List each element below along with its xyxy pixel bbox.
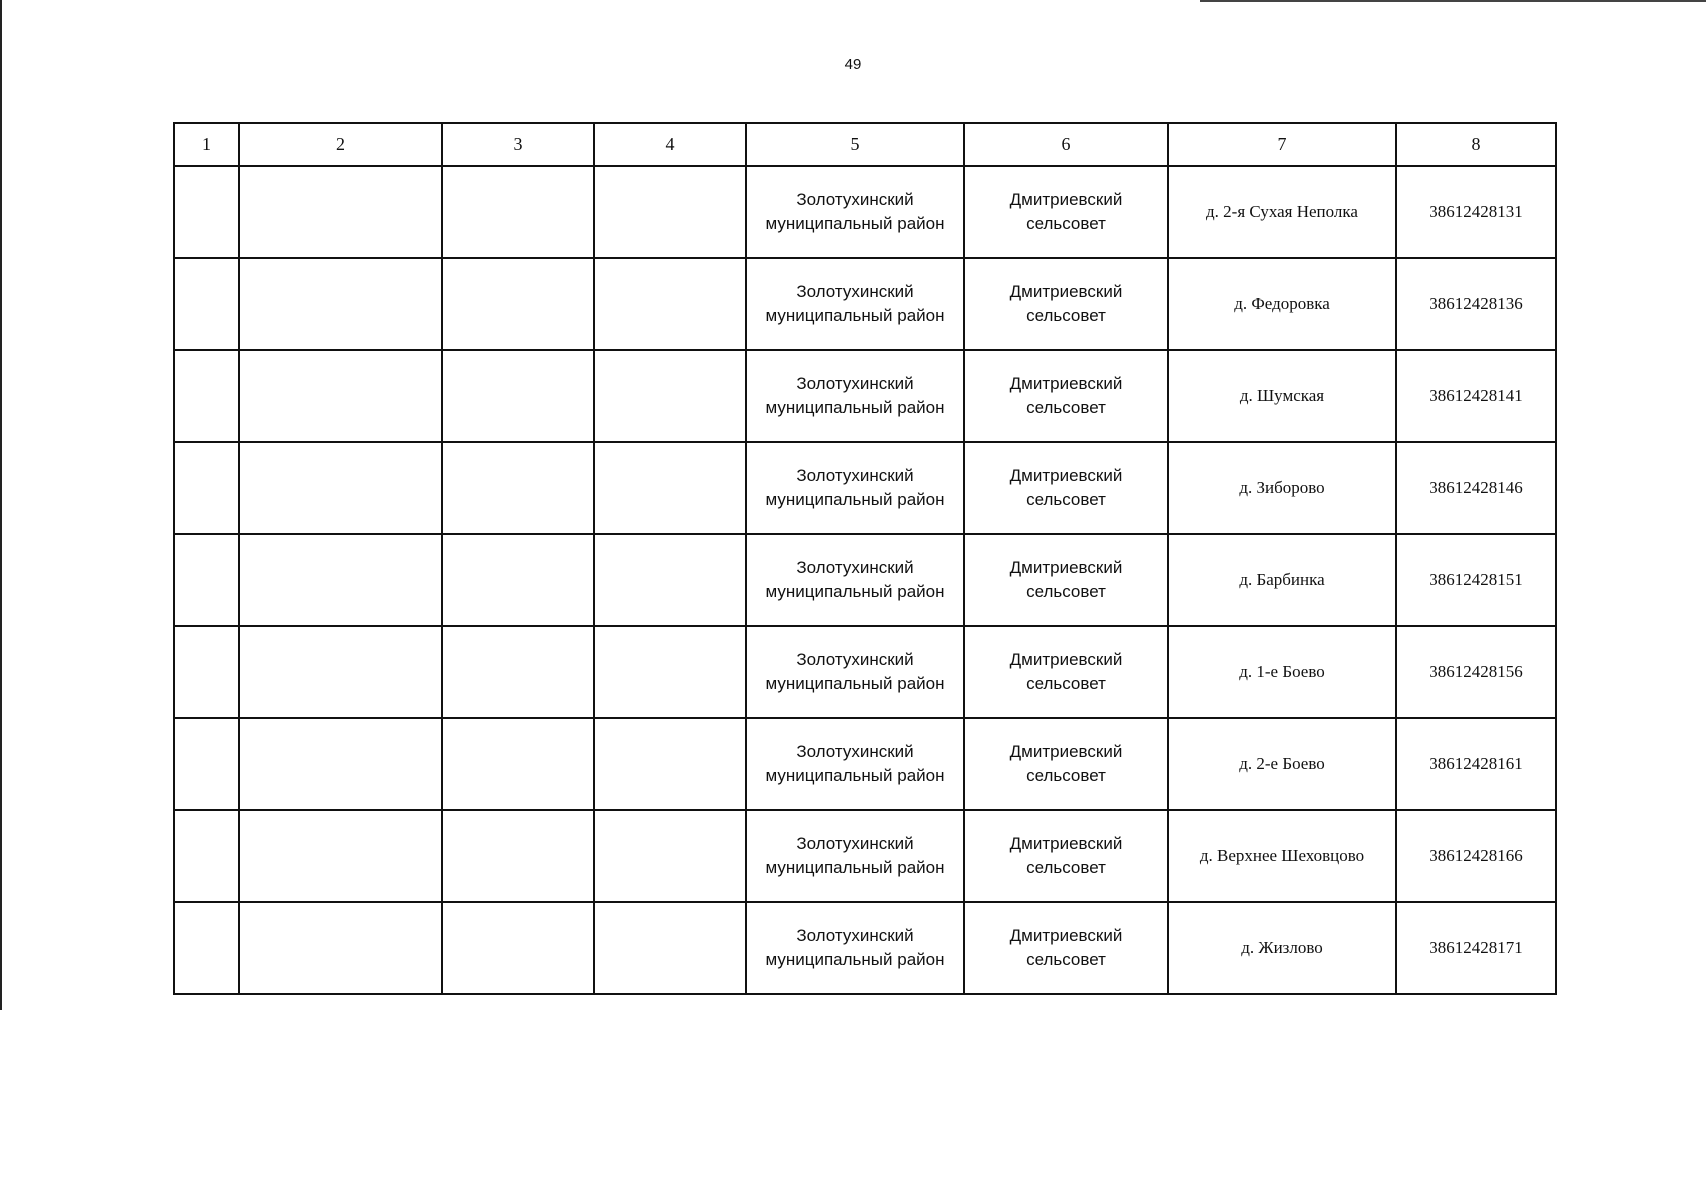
cell-district: Золотухинский муниципальный район	[746, 166, 964, 258]
cell-settlement: д. 2-я Сухая Неполка	[1168, 166, 1396, 258]
cell-code: 38612428146	[1396, 442, 1556, 534]
cell-col4	[594, 902, 746, 994]
page-number: 49	[844, 56, 862, 73]
cell-code: 38612428156	[1396, 626, 1556, 718]
column-header-4: 4	[594, 123, 746, 166]
scan-edge-top	[1200, 0, 1706, 2]
cell-col3	[442, 626, 594, 718]
cell-council: Дмитриевский сельсовет	[964, 902, 1168, 994]
cell-col4	[594, 258, 746, 350]
cell-col3	[442, 810, 594, 902]
cell-col1	[174, 902, 239, 994]
cell-district: Золотухинский муниципальный район	[746, 350, 964, 442]
cell-code: 38612428166	[1396, 810, 1556, 902]
column-header-2: 2	[239, 123, 442, 166]
table-row	[174, 534, 1556, 626]
cell-col1	[174, 718, 239, 810]
cell-district: Золотухинский муниципальный район	[746, 534, 964, 626]
cell-col2	[239, 810, 442, 902]
cell-col1	[174, 534, 239, 626]
cell-col2	[239, 350, 442, 442]
column-header-8: 8	[1396, 123, 1556, 166]
cell-district: Золотухинский муниципальный район	[746, 258, 964, 350]
cell-settlement: д. Жизлово	[1168, 902, 1396, 994]
table-row	[174, 626, 1556, 718]
cell-col4	[594, 166, 746, 258]
cell-col4	[594, 534, 746, 626]
cell-col2	[239, 626, 442, 718]
cell-council: Дмитриевский сельсовет	[964, 718, 1168, 810]
scan-edge-left	[0, 0, 2, 1010]
cell-col2	[239, 718, 442, 810]
cell-settlement: д. 1-е Боево	[1168, 626, 1396, 718]
cell-col2	[239, 902, 442, 994]
table-row	[174, 166, 1556, 258]
cell-code: 38612428136	[1396, 258, 1556, 350]
cell-col1	[174, 258, 239, 350]
cell-col3	[442, 718, 594, 810]
cell-col4	[594, 810, 746, 902]
table-row	[174, 350, 1556, 442]
cell-district: Золотухинский муниципальный район	[746, 626, 964, 718]
cell-district: Золотухинский муниципальный район	[746, 442, 964, 534]
cell-settlement: д. Шумская	[1168, 350, 1396, 442]
cell-col4	[594, 718, 746, 810]
cell-council: Дмитриевский сельсовет	[964, 166, 1168, 258]
table-row	[174, 902, 1556, 994]
cell-settlement: д. 2-е Боево	[1168, 718, 1396, 810]
settlements-table	[173, 122, 1557, 995]
cell-col1	[174, 166, 239, 258]
table-row	[174, 442, 1556, 534]
column-header-3: 3	[442, 123, 594, 166]
cell-col2	[239, 166, 442, 258]
column-header-1: 1	[174, 123, 239, 166]
cell-col2	[239, 534, 442, 626]
cell-settlement: д. Федоровка	[1168, 258, 1396, 350]
cell-settlement: д. Зиборово	[1168, 442, 1396, 534]
cell-col3	[442, 442, 594, 534]
cell-council: Дмитриевский сельсовет	[964, 626, 1168, 718]
cell-code: 38612428151	[1396, 534, 1556, 626]
cell-col3	[442, 258, 594, 350]
cell-col1	[174, 442, 239, 534]
cell-council: Дмитриевский сельсовет	[964, 350, 1168, 442]
cell-col4	[594, 626, 746, 718]
cell-council: Дмитриевский сельсовет	[964, 258, 1168, 350]
cell-col2	[239, 258, 442, 350]
column-header-5: 5	[746, 123, 964, 166]
cell-council: Дмитриевский сельсовет	[964, 810, 1168, 902]
cell-council: Дмитриевский сельсовет	[964, 534, 1168, 626]
cell-settlement: д. Барбинка	[1168, 534, 1396, 626]
cell-code: 38612428141	[1396, 350, 1556, 442]
cell-col3	[442, 534, 594, 626]
table-row	[174, 810, 1556, 902]
cell-col2	[239, 442, 442, 534]
cell-col1	[174, 626, 239, 718]
cell-council: Дмитриевский сельсовет	[964, 442, 1168, 534]
cell-district: Золотухинский муниципальный район	[746, 810, 964, 902]
cell-col1	[174, 810, 239, 902]
cell-code: 38612428171	[1396, 902, 1556, 994]
cell-code: 38612428161	[1396, 718, 1556, 810]
cell-district: Золотухинский муниципальный район	[746, 718, 964, 810]
column-header-6: 6	[964, 123, 1168, 166]
cell-col3	[442, 350, 594, 442]
column-header-7: 7	[1168, 123, 1396, 166]
cell-col4	[594, 350, 746, 442]
header-row	[174, 123, 1556, 166]
table-row	[174, 718, 1556, 810]
cell-col4	[594, 442, 746, 534]
table-row	[174, 258, 1556, 350]
cell-col3	[442, 166, 594, 258]
cell-col1	[174, 350, 239, 442]
cell-district: Золотухинский муниципальный район	[746, 902, 964, 994]
cell-settlement: д. Верхнее Шеховцово	[1168, 810, 1396, 902]
cell-col3	[442, 902, 594, 994]
cell-code: 38612428131	[1396, 166, 1556, 258]
